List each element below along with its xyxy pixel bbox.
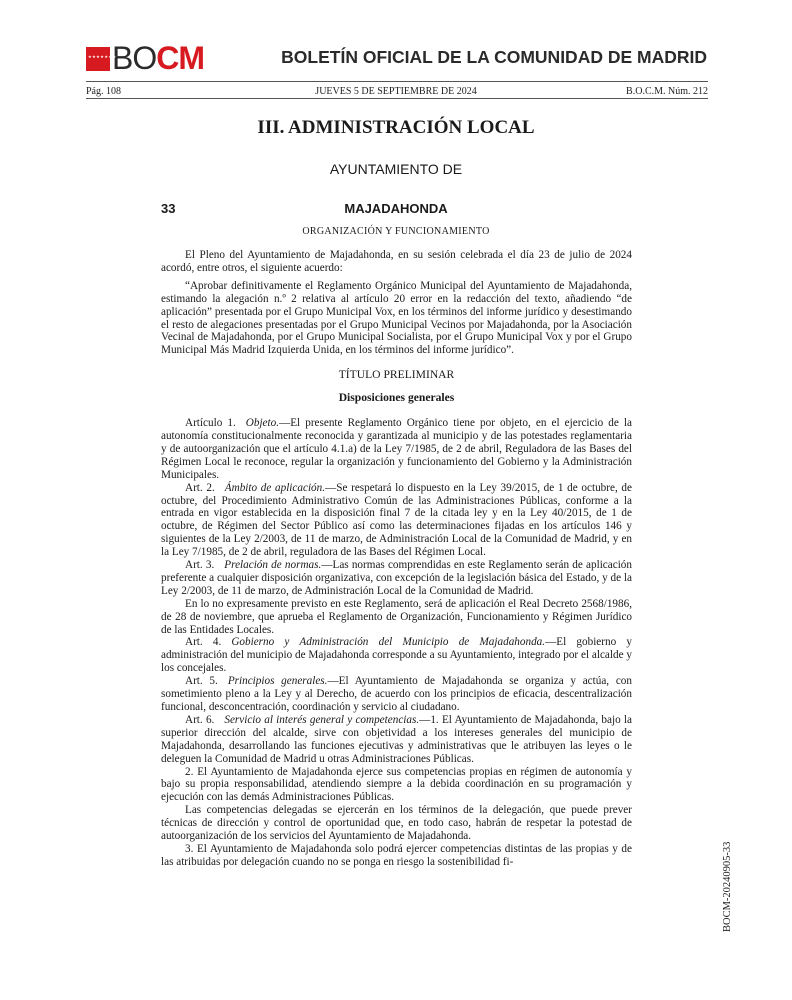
bulletin-title: BOLETÍN OFICIAL DE LA COMUNIDAD DE MADRID	[281, 47, 707, 67]
bocm-logo	[86, 40, 204, 76]
issue-number: B.O.C.M. Núm. 212	[626, 86, 708, 97]
madrid-flag-icon	[86, 47, 117, 71]
article-text: —El Ayuntamiento de Majadahonda se organiza y actúa, con sometimiento pleno a la Ley y al Derecho, de acuerdo con los principios de eficacia, descentralización funcional, desconcentración, coordinación y servicio al ciudadano.	[161, 675, 632, 713]
article-label: Art. 3.	[185, 559, 215, 572]
article-heading: Principios generales.	[227, 675, 328, 688]
logo-text-bo: BO	[112, 40, 157, 76]
article-text: —El presente Reglamento Orgánico tiene por objeto, en el ejercicio de la autonomía constitucionalmente reconocida y garantizada al municipio y de las potestades reglamentaria y de autoorganización que el artículo 4.1.a) de la Ley 7/1985, de 2 de abril, Reguladora de las Bases del Régimen Local le reconoce, regular la organización y funcionamiento del Gobierno y la Administración Municipales.	[161, 417, 632, 481]
page-number: Pág. 108	[86, 86, 121, 97]
article-paragraph	[161, 482, 632, 559]
article-text: —Las normas comprendidas en este Reglamento serán de aplicación preferente a cualquier disposición organizativa, con excepción de la legislación básica del Estado, y de la Ley 2/2003, de 11 de marzo, de Administración Local de la Comunidad de Madrid.	[161, 559, 632, 597]
article-heading: Servicio al interés general y competencias.	[224, 713, 420, 726]
document-body	[161, 249, 632, 869]
header-rule-bottom	[86, 98, 708, 99]
article-heading: Objeto.	[245, 417, 280, 430]
article-paragraph	[161, 843, 632, 869]
chapter-heading: Disposiciones generales	[338, 391, 455, 405]
article-label: Art. 5.	[185, 675, 218, 688]
article-label: Art. 4.	[185, 636, 222, 649]
article-text: —Se respetará lo dispuesto en la Ley 39/2015, de 1 de octubre, de octubre, del Procedimiento Administrativo Común de las Administraciones Públicas, conforme a la entrada en vigor establecida en la disposición final 7 de la citada ley y en la Ley 40/2015, de 1 de octubre, de Régimen del Sector Público así como las determinaciones fijadas en los artículos 146 y siguientes de la Ley 2/2003, de 11 de marzo, de Administración Local de la Comunidad de Madrid, y en la Ley 7/1985, de 2 de abril, reguladora de las Bases del Régimen Local.	[161, 481, 632, 559]
article-text: —El gobierno y administración del municipio de Majadahonda corresponde a su Ayuntamiento, integrado por el alcalde y los concejales.	[161, 636, 632, 675]
article-paragraph	[161, 417, 632, 482]
article-heading: Ámbito de aplicación.	[224, 481, 326, 494]
article-paragraph	[161, 598, 632, 637]
header-rule-top	[86, 81, 708, 82]
issue-date: JUEVES 5 DE SEPTIEMBRE DE 2024	[315, 86, 477, 97]
article-text: Las competencias delegadas se ejercerán en los términos de la delegación, que puede prever técnicas de dirección y control de oportunidad que, en todo caso, habrán de respetar la potestad de autoorganización de los servicios del Ayuntamiento de Majadahonda.	[161, 804, 632, 843]
intro-paragraph: El Pleno del Ayuntamiento de Majadahonda, en su sesión celebrada el día 23 de julio de 2024 acordó, entre otros, el siguiente acuerdo:	[161, 249, 632, 274]
article-text: En lo no expresamente previsto en este Reglamento, será de aplicación el Real Decreto 2568/1986, de 28 de noviembre, que aprueba el Reglamento de Organización, Funcionamiento y Régimen Jurídico de las Entidades Locales.	[161, 597, 632, 636]
article-label: Art. 6.	[185, 713, 215, 726]
title-heading: TÍTULO PRELIMINAR	[338, 368, 455, 382]
ayuntamiento-label: AYUNTAMIENTO DE	[329, 161, 463, 177]
side-document-code: BOCM-20240905-33	[722, 841, 733, 932]
article-paragraph	[161, 559, 632, 598]
article-heading: Prelación de normas.	[224, 559, 322, 572]
announcement-number: 33	[161, 201, 176, 216]
agreement-paragraph: “Aprobar definitivamente el Reglamento Orgánico Municipal del Ayuntamiento de Majadahonda, estimando la alegación n.º 2 relativa al artículo 20 error en la redacción del texto, añadiendo “de aplicación” presentada por el Grupo Municipal Vox, en los términos del informe jurídico y desestimando el resto de alegaciones presentadas por el Grupo Municipal Vecinos por Majadahonda, por la Asociación Vecinal de Majadahonda, por el Grupo Municipal Socialista, por el Grupo Municipal Vox y por el Grupo Municipal Más Madrid Izquierda Unida, en los términos del informe jurídico”.	[161, 279, 632, 357]
article-paragraph	[161, 766, 632, 805]
announcement-subject: ORGANIZACIÓN Y FUNCIONAMIENTO	[302, 226, 490, 237]
section-title: III. ADMINISTRACIÓN LOCAL	[257, 117, 535, 138]
article-label: Artículo 1.	[185, 417, 236, 430]
article-label: Art. 2.	[185, 481, 215, 494]
article-paragraph	[161, 804, 632, 843]
flag-stars: ★★★★★★★	[88, 53, 117, 59]
article-text: 2. El Ayuntamiento de Majadahonda ejerce sus competencias propias en régimen de autonomía y bajo su propia responsabilidad, atendiendo siempre a la debida coordinación en su programación y ejecución con las demás Administraciones Públicas.	[161, 765, 632, 804]
article-heading: Gobierno y Administración del Municipio de Majadahonda.	[231, 636, 546, 649]
logo-text-cm: CM	[156, 40, 204, 76]
article-text: —1. El Ayuntamiento de Majadahonda, bajo la superior dirección del alcalde, sirve con objetividad a los intereses generales del municipio de Majadahonda, desarrollando las funciones ejecutivas y administrativas que le atribuyen las leyes o le deleguen la Comunidad de Madrid u otras Administraciones Públicas.	[161, 713, 632, 765]
article-paragraph	[161, 714, 632, 766]
article-paragraph	[161, 675, 632, 714]
municipality-name: MAJADAHONDA	[344, 201, 448, 216]
article-text: 3. El Ayuntamiento de Majadahonda solo podrá ejercer competencias distintas de las propias y de las atribuidas por delegación cuando no se ponga en riesgo la sostenibilidad fi-	[161, 842, 632, 868]
article-paragraph	[161, 636, 632, 675]
